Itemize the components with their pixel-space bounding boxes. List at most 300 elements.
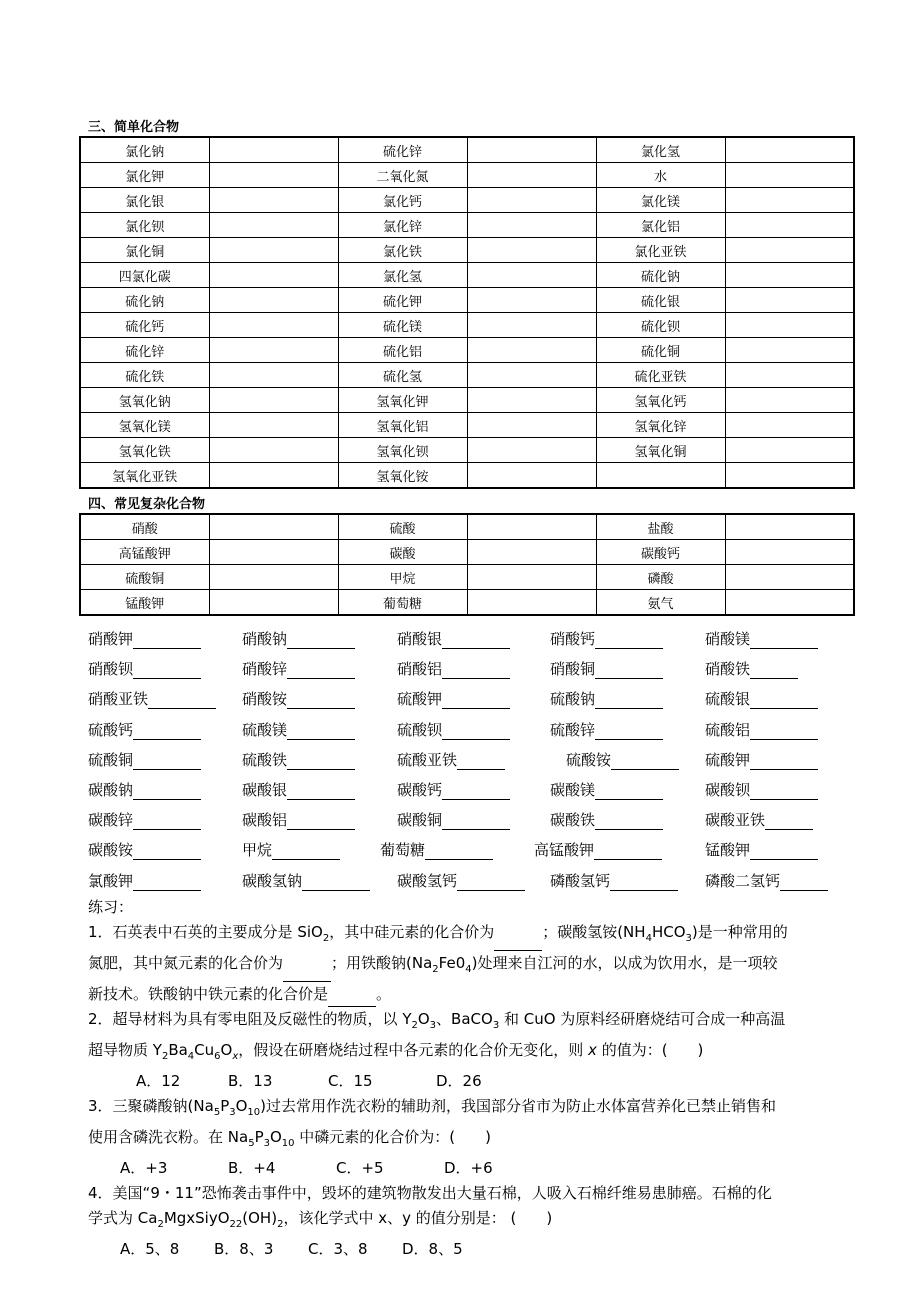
simple-compound-row [80, 137, 854, 163]
fill-item [705, 809, 813, 830]
compound-name-cell: 硫化亚铁 [596, 363, 725, 388]
formula-answer-cell[interactable] [467, 238, 596, 263]
fill-item [705, 658, 798, 679]
fill-item-label: 硫酸钙 [88, 721, 134, 739]
fill-item-label: 硫酸银 [705, 690, 751, 708]
compound-name-cell: 硫化锌 [80, 338, 209, 363]
compound-name-cell: 氯化钠 [80, 137, 209, 163]
formula-answer-cell[interactable] [209, 313, 338, 338]
fill-item [242, 719, 355, 740]
q4-line1: 4．美国“9・11”恐怖袭击事件中，毁坏的建筑物散发出大量石棉，人吸入石棉纤维易患肺癌。石棉的化 [88, 1184, 772, 1202]
q1-line3: 新技术。铁酸钠中铁元素的化合价是 。 [88, 982, 848, 1007]
formula-answer-cell[interactable] [725, 388, 854, 413]
formula-answer-cell[interactable] [467, 463, 596, 489]
formula-answer-cell[interactable] [467, 288, 596, 313]
q2-line1: 2．超导材料为具有零电阻及反磁性的物质，以 $Y_2O_3$、BaCO$_3$ 和 CuO 为原料经研磨烧结可合成一种高温 [88, 1010, 786, 1031]
fill-item [705, 719, 818, 740]
simple-compound-row [80, 388, 854, 413]
fill-item-blank[interactable] [442, 691, 510, 709]
fill-item-blank[interactable] [133, 782, 201, 800]
formula-answer-cell[interactable] [209, 514, 338, 540]
compound-name-cell [596, 463, 725, 489]
compound-name-cell: 硫化钠 [80, 288, 209, 313]
simple-compound-row [80, 438, 854, 463]
fill-item-label: 碳酸氢钙 [397, 872, 458, 890]
compound-name-cell: 氯化氢 [596, 137, 725, 163]
fill-row [88, 749, 848, 773]
compound-name-cell: 硫化钾 [338, 288, 467, 313]
q2-option-a[interactable]: A．12 [136, 1072, 181, 1090]
q2-line2: 超导物质 $Y_2Ba_4Cu_6O_x$，假设在研磨烧结过程中各元素的化合价无变化，则 x 的值为：( ) [88, 1041, 704, 1062]
fill-item-blank[interactable] [750, 752, 818, 770]
fill-item-blank[interactable] [287, 812, 355, 830]
formula-answer-cell[interactable] [725, 540, 854, 565]
formula-answer-cell[interactable] [209, 565, 338, 590]
compound-name-cell: 水 [596, 163, 725, 188]
fill-item-blank[interactable] [595, 691, 663, 709]
formula-answer-cell[interactable] [467, 514, 596, 540]
fill-item-label: 碳酸钙 [397, 781, 443, 799]
fill-item [242, 688, 355, 709]
fill-item [242, 839, 340, 860]
exercise-heading: 练习： [88, 898, 134, 916]
fill-item-label: 碳酸铵 [88, 841, 134, 859]
compound-name-cell: 氯化锌 [338, 213, 467, 238]
formula-answer-cell[interactable] [725, 590, 854, 616]
q1-blank-n[interactable] [283, 965, 331, 982]
fill-item [380, 839, 493, 860]
compound-name-cell: 硫酸 [338, 514, 467, 540]
compound-name-cell: 硫化钠 [596, 263, 725, 288]
fill-item-blank[interactable] [750, 691, 818, 709]
fill-item-label: 硝酸铝 [397, 660, 443, 678]
fill-item [88, 688, 216, 709]
fill-item-blank[interactable] [610, 873, 678, 891]
formula-answer-cell[interactable] [467, 540, 596, 565]
fill-item-label: 高锰酸钾 [534, 841, 595, 859]
fill-item [534, 839, 662, 860]
compound-name-cell: 氯化铝 [596, 213, 725, 238]
simple-compound-row [80, 213, 854, 238]
compound-name-cell: 甲烷 [338, 565, 467, 590]
fill-item-label: 硫酸钾 [705, 751, 751, 769]
q1-blank-fe[interactable] [328, 990, 376, 1007]
simple-compound-row [80, 188, 854, 213]
fill-item-label: 碳酸铜 [397, 811, 443, 829]
fill-item-blank[interactable] [133, 661, 201, 679]
fill-item-blank[interactable] [457, 752, 505, 770]
compound-name-cell: 氢氧化铁 [80, 438, 209, 463]
fill-item-label: 硝酸钾 [88, 630, 134, 648]
compound-name-cell: 氢氧化钾 [338, 388, 467, 413]
fill-item-label: 硫酸铁 [242, 751, 288, 769]
fill-item [550, 809, 663, 830]
formula-answer-cell[interactable] [467, 565, 596, 590]
fill-item-blank[interactable] [750, 782, 818, 800]
fill-item [397, 779, 510, 800]
compound-name-cell: 氢氧化亚铁 [80, 463, 209, 489]
fill-item-blank[interactable] [133, 631, 201, 649]
fill-item-blank[interactable] [133, 812, 201, 830]
fill-item-blank[interactable] [133, 842, 201, 860]
formula-answer-cell[interactable] [209, 137, 338, 163]
formula-answer-cell[interactable] [467, 137, 596, 163]
compound-name-cell: 硫酸铜 [80, 565, 209, 590]
formula-answer-cell[interactable] [725, 463, 854, 489]
fill-item-label: 葡萄糖 [380, 841, 426, 859]
compound-name-cell: 硫化锌 [338, 137, 467, 163]
fill-item [242, 658, 355, 679]
q1-line1: 1．石英表中石英的主要成分是 SiO$_2$，其中硅元素的化合价为 ；碳酸氢铵$(NH_4HCO_3)$是一种常用的 [88, 920, 848, 951]
fill-item-label: 硝酸钙 [550, 630, 596, 648]
compound-name-cell: 氯化镁 [596, 188, 725, 213]
fill-item [705, 779, 818, 800]
fill-item [566, 749, 679, 770]
formula-answer-cell[interactable] [725, 263, 854, 288]
fill-row [88, 658, 848, 682]
fill-item-blank[interactable] [442, 812, 510, 830]
fill-item [705, 688, 818, 709]
compound-name-cell: 碳酸 [338, 540, 467, 565]
fill-item [88, 658, 201, 679]
compound-name-cell: 氢氧化钙 [596, 388, 725, 413]
fill-item [550, 628, 663, 649]
fill-item-label: 硝酸银 [397, 630, 443, 648]
formula-answer-cell[interactable] [467, 413, 596, 438]
compound-name-cell: 硫化铁 [80, 363, 209, 388]
fill-row [88, 839, 848, 863]
compound-name-cell: 氯化亚铁 [596, 238, 725, 263]
formula-answer-cell[interactable] [209, 363, 338, 388]
q4-line2: 学式为 $Ca_2MgxSiyO_{22}(OH)_2$，该化学式中 x、y 的值分别是： ( ) [88, 1209, 553, 1230]
fill-item-blank[interactable] [133, 722, 201, 740]
formula-answer-cell[interactable] [209, 288, 338, 313]
q2-option-d[interactable]: D．26 [436, 1072, 482, 1090]
fill-item [397, 809, 510, 830]
fill-item-label: 硫酸铵 [566, 751, 612, 769]
fill-item-label: 硫酸铝 [705, 721, 751, 739]
fill-item [705, 870, 828, 891]
compound-name-cell: 硫化钙 [80, 313, 209, 338]
fill-row [88, 719, 848, 743]
formula-answer-cell[interactable] [467, 388, 596, 413]
fill-item-label: 硫酸镁 [242, 721, 288, 739]
q2-option-c[interactable]: C．15 [328, 1072, 373, 1090]
fill-item-blank[interactable] [287, 661, 355, 679]
q4-options [88, 1237, 848, 1262]
fill-item [397, 719, 510, 740]
formula-answer-cell[interactable] [209, 263, 338, 288]
complex-compound-row [80, 540, 854, 565]
q3-option-d[interactable]: D．+6 [444, 1159, 493, 1177]
fill-item [88, 628, 201, 649]
q4-option-a[interactable]: A．5、8 [120, 1240, 180, 1258]
formula-answer-cell[interactable] [209, 163, 338, 188]
compound-name-cell: 氯化钡 [80, 213, 209, 238]
fill-item [705, 749, 818, 770]
complex-compound-row [80, 565, 854, 590]
compound-name-cell: 氯化氢 [338, 263, 467, 288]
fill-item [397, 658, 510, 679]
fill-item [88, 749, 201, 770]
compound-name-cell: 二氧化氮 [338, 163, 467, 188]
fill-item-label: 硝酸钠 [242, 630, 288, 648]
fill-item-blank[interactable] [595, 782, 663, 800]
fill-row [88, 688, 848, 712]
compound-name-cell: 氯化钾 [80, 163, 209, 188]
fill-item [88, 870, 201, 891]
complex-compound-row [80, 590, 854, 616]
compound-name-cell: 氢氧化铝 [338, 413, 467, 438]
fill-item-label: 碳酸钡 [705, 781, 751, 799]
fill-item-label: 碳酸铁 [550, 811, 596, 829]
simple-compound-row [80, 338, 854, 363]
fill-item-blank[interactable] [611, 752, 679, 770]
compound-name-cell: 锰酸钾 [80, 590, 209, 616]
q3-options [88, 1156, 848, 1181]
fill-item-blank[interactable] [287, 752, 355, 770]
fill-item [88, 779, 201, 800]
formula-answer-cell[interactable] [209, 540, 338, 565]
compound-name-cell: 氢氧化钡 [338, 438, 467, 463]
fill-item [242, 628, 355, 649]
q2-option-b[interactable]: B．13 [228, 1072, 273, 1090]
fill-item [397, 870, 525, 891]
q2-options [88, 1069, 848, 1094]
compound-name-cell: 氢氧化锌 [596, 413, 725, 438]
compound-name-cell: 硫化铝 [338, 338, 467, 363]
fill-item [242, 779, 355, 800]
q4-option-d[interactable]: D．8、5 [402, 1240, 463, 1258]
compound-name-cell: 碳酸钙 [596, 540, 725, 565]
formula-answer-cell[interactable] [467, 438, 596, 463]
simple-compound-row [80, 263, 854, 288]
fill-item [550, 870, 678, 891]
formula-answer-cell[interactable] [209, 238, 338, 263]
fill-item-blank[interactable] [442, 782, 510, 800]
fill-item-blank[interactable] [595, 631, 663, 649]
compound-name-cell: 氯化铜 [80, 238, 209, 263]
fill-item [397, 749, 505, 770]
fill-item-blank[interactable] [287, 782, 355, 800]
compound-name-cell: 硫化铜 [596, 338, 725, 363]
fill-item-blank[interactable] [750, 661, 798, 679]
fill-item-label: 硫酸锌 [550, 721, 596, 739]
fill-item-label: 硝酸镁 [705, 630, 751, 648]
simple-compound-row [80, 463, 854, 489]
formula-answer-cell[interactable] [467, 590, 596, 616]
fill-item [242, 870, 370, 891]
complex-compound-row [80, 514, 854, 540]
compound-name-cell: 硫化银 [596, 288, 725, 313]
fill-item-label: 碳酸锌 [88, 811, 134, 829]
q3-line2: 使用含磷洗衣粉。在 $Na_5P_3O_{10}$ 中磷元素的化合价为：( ) [88, 1128, 492, 1149]
fill-item-blank[interactable] [133, 873, 201, 891]
fill-item-blank[interactable] [595, 722, 663, 740]
fill-item-label: 硝酸铁 [705, 660, 751, 678]
fill-item-blank[interactable] [750, 631, 818, 649]
fill-item-label: 碳酸铝 [242, 811, 288, 829]
simple-compound-row [80, 238, 854, 263]
fill-item [88, 839, 201, 860]
formula-answer-cell[interactable] [209, 388, 338, 413]
fill-item-label: 碳酸钠 [88, 781, 134, 799]
formula-answer-cell[interactable] [467, 163, 596, 188]
fill-item-label: 碳酸氢钠 [242, 872, 303, 890]
formula-answer-cell[interactable] [209, 213, 338, 238]
fill-item [550, 719, 663, 740]
compound-name-cell: 硝酸 [80, 514, 209, 540]
fill-item-label: 磷酸二氢钙 [705, 872, 781, 890]
formula-answer-cell[interactable] [209, 413, 338, 438]
formula-answer-cell[interactable] [725, 514, 854, 540]
section4-title: 四、常见复杂化合物 [88, 497, 206, 512]
fill-item-label: 锰酸钾 [705, 841, 751, 859]
fill-item-label: 甲烷 [242, 841, 273, 859]
fill-item-blank[interactable] [457, 873, 525, 891]
fill-item [550, 658, 663, 679]
fill-item-blank[interactable] [595, 661, 663, 679]
simple-compounds-table [79, 136, 855, 489]
simple-compound-row [80, 413, 854, 438]
compound-name-cell: 氨气 [596, 590, 725, 616]
fill-item-label: 氯酸钾 [88, 872, 134, 890]
fill-item-blank[interactable] [287, 722, 355, 740]
fill-item [242, 809, 355, 830]
exercises [88, 895, 848, 1262]
fill-item [397, 628, 510, 649]
fill-item-blank[interactable] [133, 752, 201, 770]
fill-item-blank[interactable] [442, 722, 510, 740]
fill-item-label: 硫酸铜 [88, 751, 134, 769]
formula-answer-cell[interactable] [467, 188, 596, 213]
formula-answer-cell[interactable] [467, 263, 596, 288]
formula-answer-cell[interactable] [209, 188, 338, 213]
compound-name-cell: 磷酸 [596, 565, 725, 590]
fill-item [242, 749, 355, 770]
fill-item-blank[interactable] [287, 691, 355, 709]
fill-item-blank[interactable] [765, 812, 813, 830]
formula-answer-cell[interactable] [725, 137, 854, 163]
fill-item [705, 628, 818, 649]
formula-answer-cell[interactable] [725, 188, 854, 213]
fill-item-blank[interactable] [272, 842, 340, 860]
formula-answer-cell[interactable] [725, 338, 854, 363]
formula-answer-cell[interactable] [467, 363, 596, 388]
fill-item [705, 839, 818, 860]
fill-row [88, 628, 848, 652]
formula-answer-cell[interactable] [725, 313, 854, 338]
fill-item-blank[interactable] [442, 631, 510, 649]
simple-compound-row [80, 313, 854, 338]
compound-name-cell: 氢氧化铜 [596, 438, 725, 463]
fill-item-label: 碳酸镁 [550, 781, 596, 799]
fill-item-blank[interactable] [750, 722, 818, 740]
q3-option-b[interactable]: B．+4 [228, 1159, 276, 1177]
formula-answer-cell[interactable] [725, 438, 854, 463]
fill-item [88, 719, 201, 740]
q3-line1: 3．三聚磷酸钠$(Na_5P_3O_{10})$过去常用作洗衣粉的辅助剂，我国部分省市为防止水体富营养化已禁止销售和 [88, 1097, 777, 1118]
formula-answer-cell[interactable] [467, 338, 596, 363]
formula-answer-cell[interactable] [725, 163, 854, 188]
fill-item-label: 硝酸铜 [550, 660, 596, 678]
complex-compounds-table [79, 513, 855, 616]
fill-item [550, 688, 663, 709]
compound-name-cell: 氯化钙 [338, 188, 467, 213]
section3-title: 三、简单化合物 [88, 120, 180, 135]
formula-answer-cell[interactable] [209, 590, 338, 616]
q1-blank-si[interactable] [494, 934, 542, 951]
fill-item-blank[interactable] [780, 873, 828, 891]
formula-answer-cell[interactable] [725, 238, 854, 263]
formula-answer-cell[interactable] [209, 338, 338, 363]
formula-answer-cell[interactable] [209, 463, 338, 489]
fill-row [88, 870, 848, 894]
compound-name-cell: 葡萄糖 [338, 590, 467, 616]
formula-answer-cell[interactable] [725, 413, 854, 438]
fill-item-blank[interactable] [302, 873, 370, 891]
compound-name-cell: 四氯化碳 [80, 263, 209, 288]
formula-answer-cell[interactable] [725, 363, 854, 388]
fill-item-blank[interactable] [595, 812, 663, 830]
compound-name-cell: 氢氧化镁 [80, 413, 209, 438]
fill-item-label: 硝酸锌 [242, 660, 288, 678]
fill-item-label: 碳酸亚铁 [705, 811, 766, 829]
fill-item-label: 硫酸钾 [397, 690, 443, 708]
formula-answer-cell[interactable] [467, 213, 596, 238]
q4-option-b[interactable]: B．8、3 [214, 1240, 274, 1258]
fill-item-blank[interactable] [148, 691, 216, 709]
fill-item-label: 硝酸亚铁 [88, 690, 149, 708]
formula-answer-cell[interactable] [725, 213, 854, 238]
fill-row [88, 779, 848, 803]
fill-item [550, 779, 663, 800]
q3-option-c[interactable]: C．+5 [336, 1159, 384, 1177]
fill-item-blank[interactable] [287, 631, 355, 649]
simple-compound-row [80, 288, 854, 313]
fill-item [397, 688, 510, 709]
compound-name-cell: 氢氧化铵 [338, 463, 467, 489]
compound-name-cell: 氯化银 [80, 188, 209, 213]
fill-item-label: 碳酸银 [242, 781, 288, 799]
fill-item-label: 硫酸钠 [550, 690, 596, 708]
fill-item-blank[interactable] [442, 661, 510, 679]
q3-option-a[interactable]: A．+3 [120, 1159, 168, 1177]
compound-name-cell: 盐酸 [596, 514, 725, 540]
fill-item-label: 硝酸钡 [88, 660, 134, 678]
fill-row [88, 809, 848, 833]
formula-answer-cell[interactable] [467, 313, 596, 338]
compound-name-cell: 硫化镁 [338, 313, 467, 338]
compound-name-cell: 高锰酸钾 [80, 540, 209, 565]
fill-item-label: 硫酸亚铁 [397, 751, 458, 769]
simple-compound-row [80, 163, 854, 188]
formula-answer-cell[interactable] [725, 565, 854, 590]
compound-name-cell: 氢氧化钠 [80, 388, 209, 413]
compound-name-cell: 硫化氢 [338, 363, 467, 388]
fill-item-label: 硝酸铵 [242, 690, 288, 708]
fill-item-blank[interactable] [750, 842, 818, 860]
compound-name-cell: 氯化铁 [338, 238, 467, 263]
q4-option-c[interactable]: C．3、8 [308, 1240, 368, 1258]
fill-item [88, 809, 201, 830]
fill-item-blank[interactable] [594, 842, 662, 860]
q1-line2: 氮肥，其中氮元素的化合价为 ；用铁酸钠$(Na_2Fe0_4)$处理来自江河的水，以成为饮用水，是一项较 [88, 951, 848, 982]
simple-compound-row [80, 363, 854, 388]
formula-answer-cell[interactable] [209, 438, 338, 463]
formula-answer-cell[interactable] [725, 288, 854, 313]
fill-item-blank[interactable] [425, 842, 493, 860]
